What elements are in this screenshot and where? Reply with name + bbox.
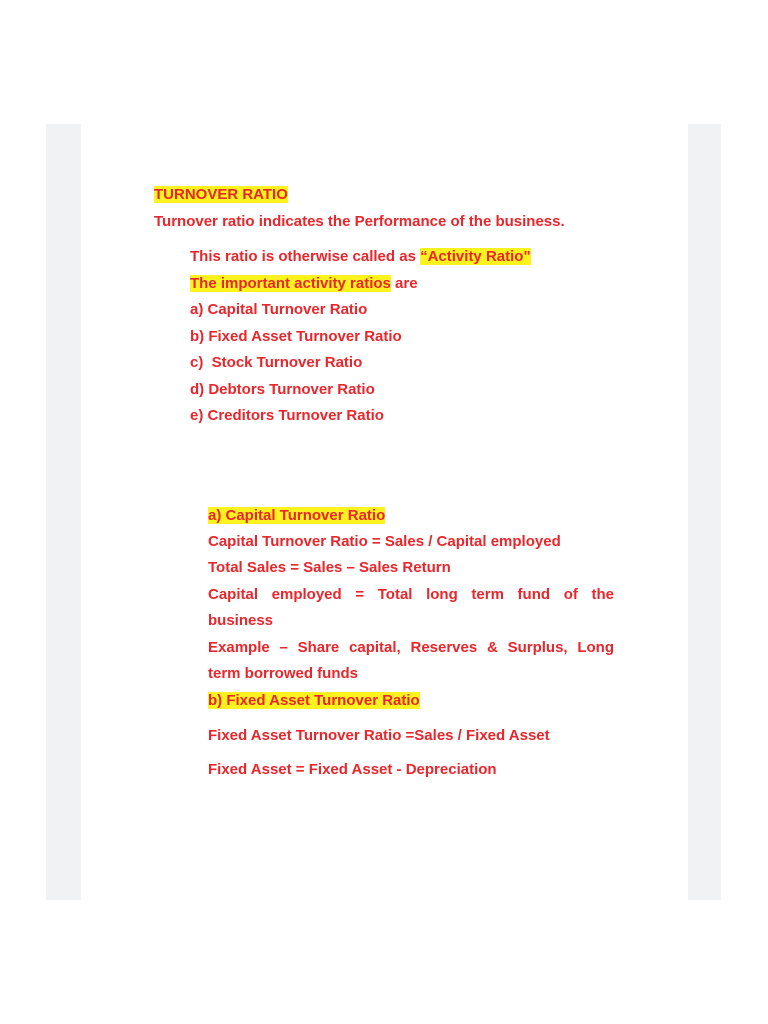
fixed-asset-section-heading: b) Fixed Asset Turnover Ratio [208, 692, 420, 709]
document-heading: TURNOVER RATIO [154, 186, 288, 203]
ratio-list-item: e) Creditors Turnover Ratio [190, 407, 384, 424]
right-gutter [688, 124, 721, 900]
total-sales-formula: Total Sales = Sales – Sales Return [208, 559, 451, 576]
left-gutter [46, 124, 81, 900]
list-intro: The important activity ratios are [190, 275, 418, 292]
capital-example-cont: term borrowed funds [208, 665, 359, 682]
intro-text: Turnover ratio indicates the Performance of the business. [154, 213, 565, 230]
fixed-asset-definition: Fixed Asset = Fixed Asset - Depreciation [208, 761, 497, 778]
alias-line: This ratio is otherwise called as “Activity Ratio" [190, 248, 531, 265]
capital-employed-definition: Capital employed = Total long term fund of the [208, 586, 614, 603]
fixed-asset-formula: Fixed Asset Turnover Ratio =Sales / Fixed Asset [208, 727, 550, 744]
activity-ratio-highlight: “Activity Ratio" [420, 248, 531, 265]
ratio-list-item: c) Stock Turnover Ratio [190, 354, 363, 371]
capital-formula: Capital Turnover Ratio = Sales / Capital employed [208, 533, 561, 550]
ratio-list-item: a) Capital Turnover Ratio [190, 301, 368, 318]
ratio-list-item: b) Fixed Asset Turnover Ratio [190, 328, 402, 345]
capital-section-heading: a) Capital Turnover Ratio [208, 507, 386, 524]
capital-employed-definition-cont: business [208, 612, 274, 629]
capital-example: Example – Share capital, Reserves & Surplus, Long [208, 639, 614, 656]
ratio-list-item: d) Debtors Turnover Ratio [190, 381, 375, 398]
